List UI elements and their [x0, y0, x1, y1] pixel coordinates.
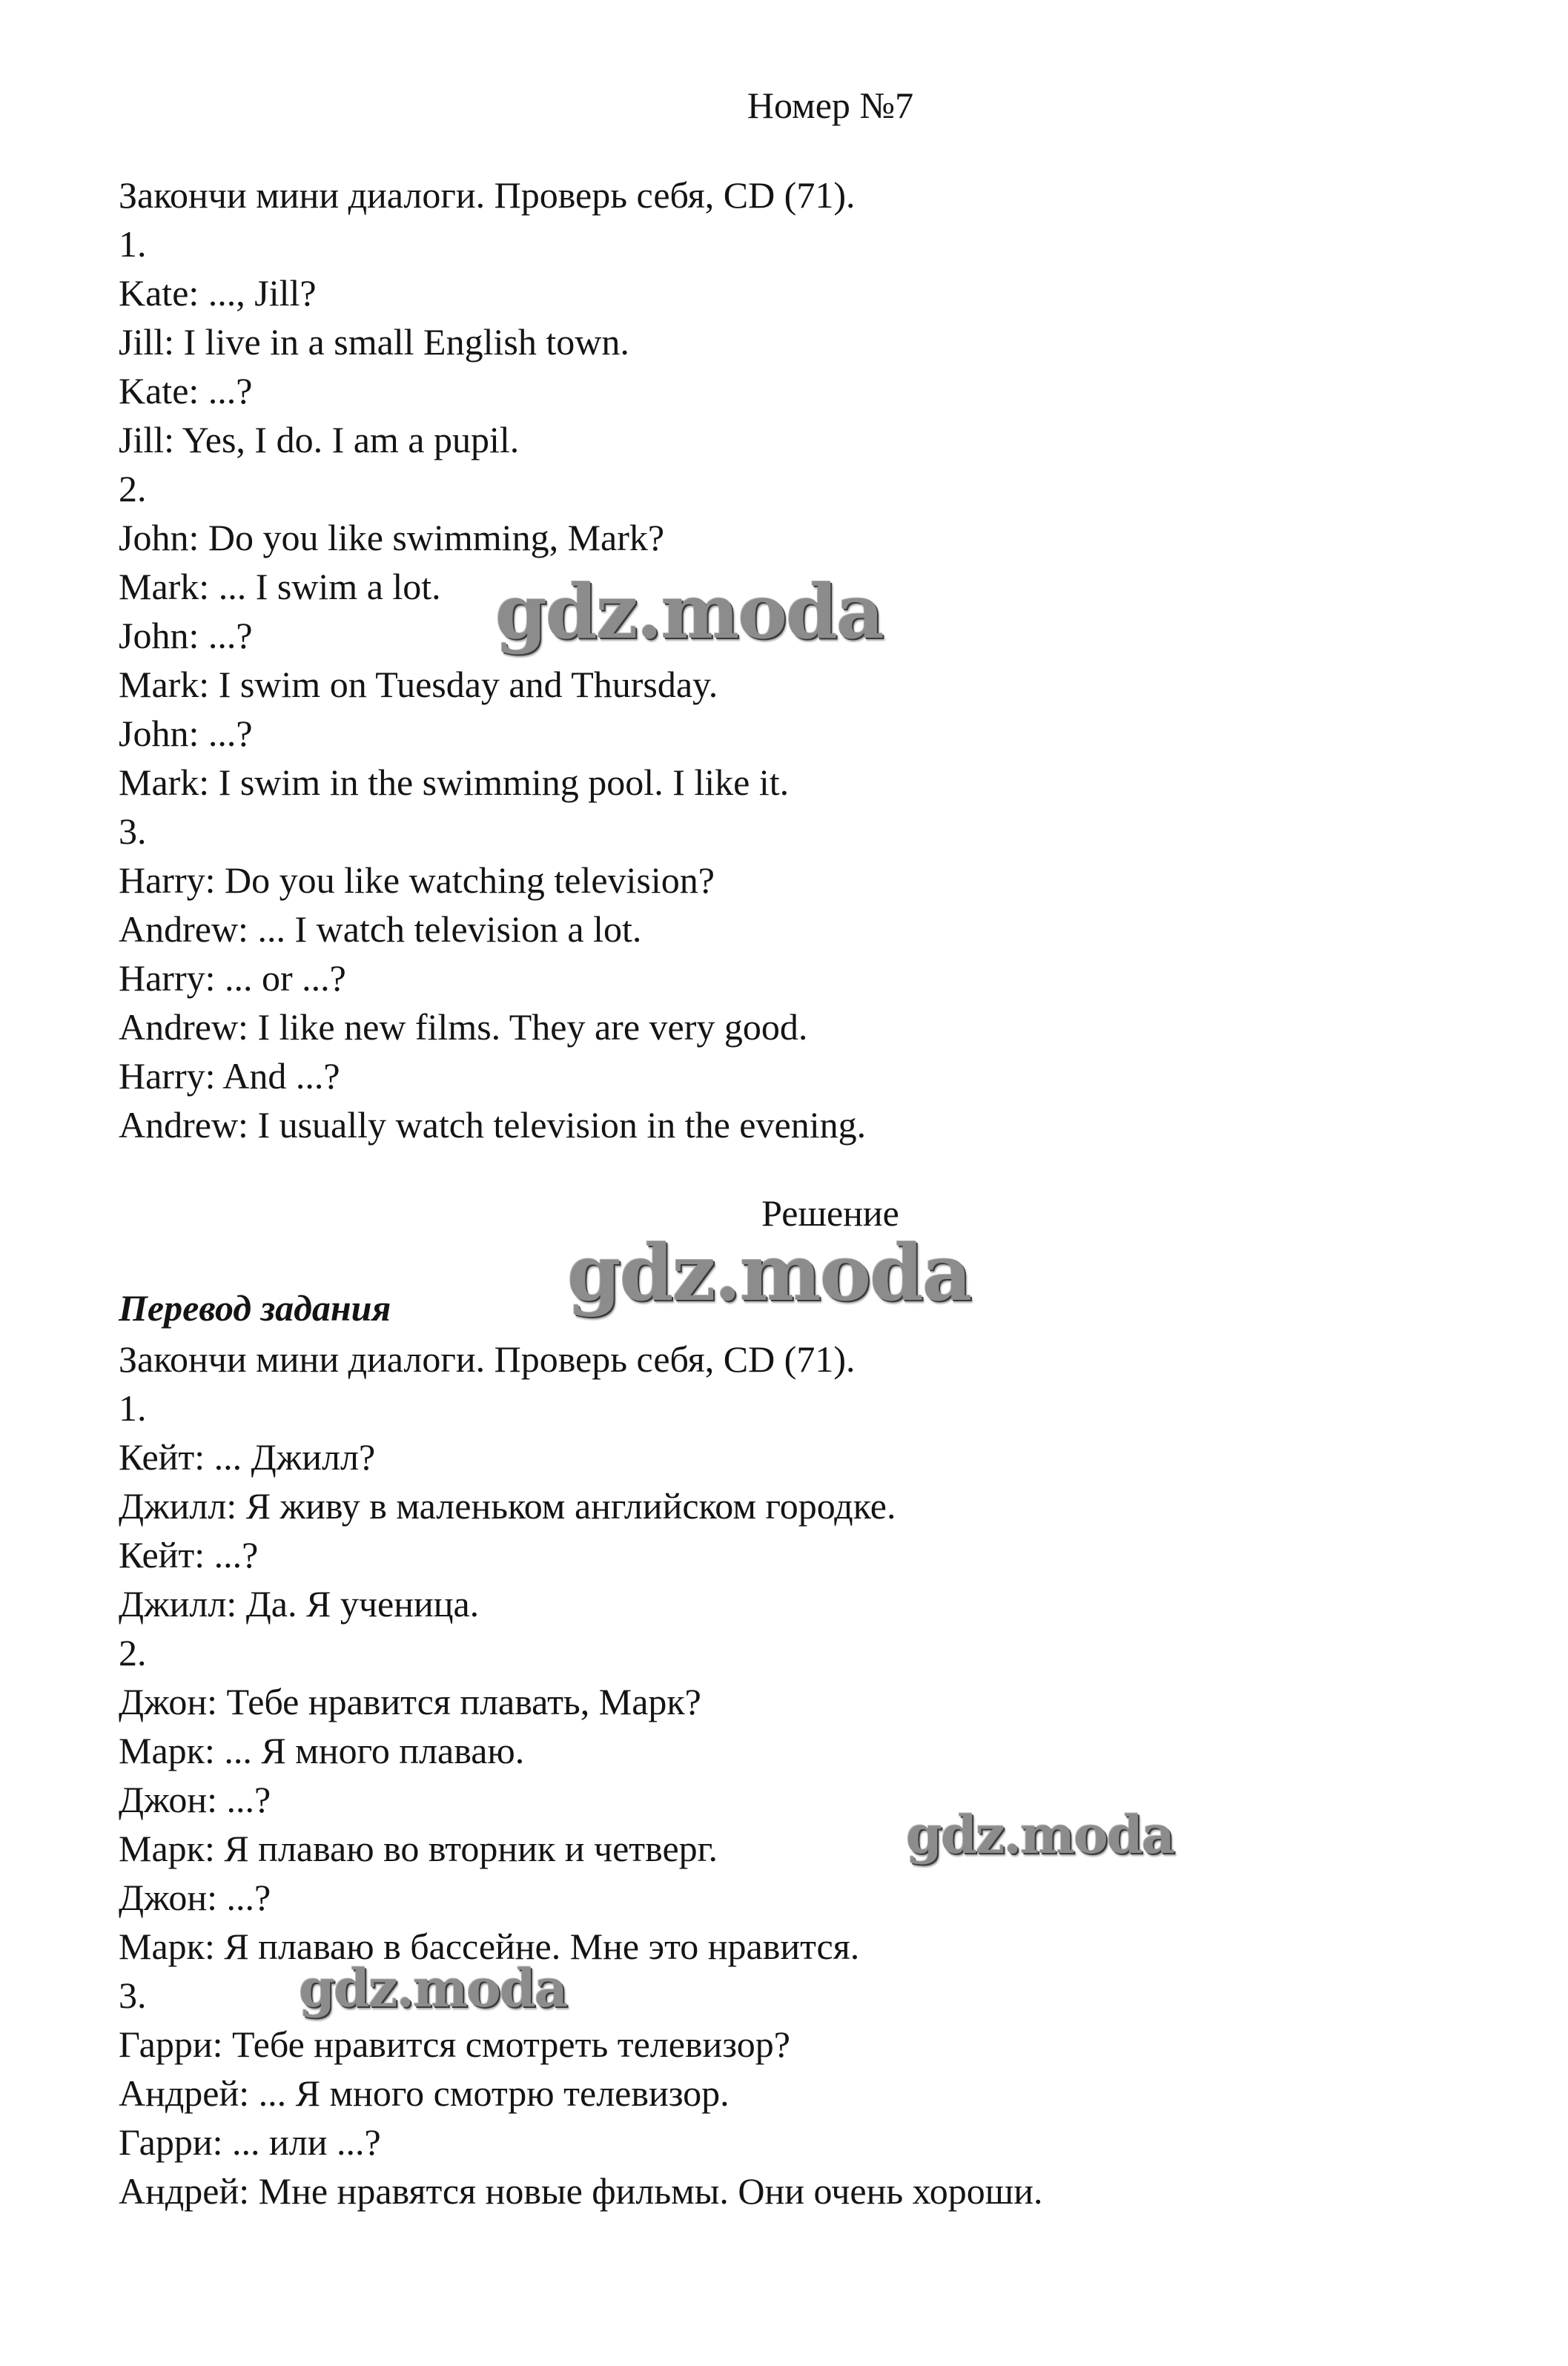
watermark-logo: gdz.moda: [299, 1957, 567, 2019]
dialogue-line: Andrew: I usually watch television in the evening.: [119, 1104, 867, 1146]
dialogue-number: 3.: [119, 810, 147, 852]
dialogue-line: Кейт: ... Джилл?: [119, 1436, 376, 1478]
dialogue-line: Джон: ...?: [119, 1779, 271, 1820]
dialogue-line: Andrew: ... I watch television a lot.: [119, 908, 642, 950]
dialogue-line: Harry: Do you like watching television?: [119, 859, 715, 901]
dialogue-line: Джилл: Да. Я ученица.: [119, 1583, 480, 1625]
dialogue-line: Mark: ... I swim a lot.: [119, 566, 441, 607]
dialogue-line: Кейт: ...?: [119, 1534, 259, 1576]
dialogue-line: Андрей: ... Я много смотрю телевизор.: [119, 2072, 730, 2114]
dialogue-line: Kate: ...?: [119, 370, 253, 412]
dialogue-line: John: ...?: [119, 615, 253, 656]
dialogue-line: Марк: Я плаваю в бассейне. Мне это нравится.: [119, 1926, 860, 1967]
translation-heading: Перевод задания: [119, 1287, 391, 1329]
dialogue-line: Марк: ... Я много плаваю.: [119, 1730, 525, 1771]
dialogue-line: Гарри: ... или ...?: [119, 2121, 381, 2163]
dialogue-line: Jill: Yes, I do. I am a pupil.: [119, 419, 520, 460]
page-title: Номер №7: [747, 85, 914, 126]
watermark-logo: gdz.moda: [495, 568, 883, 655]
dialogue-line: Джон: Тебе нравится плавать, Марк?: [119, 1681, 701, 1722]
task-instruction: Закончи мини диалоги. Проверь себя, CD (71).: [119, 174, 856, 216]
dialogue-line: Kate: ..., Jill?: [119, 272, 317, 314]
dialogue-number: 3.: [119, 1975, 147, 2016]
dialogue-line: John: ...?: [119, 713, 253, 754]
dialogue-line: Гарри: Тебе нравится смотреть телевизор?: [119, 2023, 790, 2065]
task-text: [119, 171, 1527, 1149]
dialogue-number: 2.: [119, 1632, 147, 1673]
dialogue-line: John: Do you like swimming, Mark?: [119, 517, 665, 558]
translation-text: [119, 1335, 1527, 2215]
dialogue-line: Джилл: Я живу в маленьком английском городке.: [119, 1485, 896, 1527]
watermark-logo: gdz.moda: [567, 1227, 971, 1318]
dialogue-number: 1.: [119, 1387, 147, 1429]
dialogue-line: Андрей: Мне нравятся новые фильмы. Они очень хороши.: [119, 2170, 1043, 2212]
dialogue-number: 2.: [119, 468, 147, 509]
dialogue-line: Джон: ...?: [119, 1877, 271, 1918]
translation-instruction: Закончи мини диалоги. Проверь себя, CD (71).: [119, 1338, 856, 1380]
dialogue-line: Марк: Я плаваю во вторник и четверг.: [119, 1828, 718, 1869]
dialogue-line: Harry: And ...?: [119, 1055, 340, 1097]
dialogue-line: Harry: ... or ...?: [119, 957, 346, 999]
dialogue-line: Mark: I swim in the swimming pool. I like it.: [119, 761, 790, 803]
solution-heading: Решение: [761, 1192, 899, 1234]
dialogue-line: Mark: I swim on Tuesday and Thursday.: [119, 664, 718, 705]
dialogue-number: 1.: [119, 223, 147, 265]
dialogue-line: Andrew: I like new films. They are very good.: [119, 1006, 808, 1048]
watermark-logo: gdz.moda: [906, 1804, 1174, 1866]
dialogue-line: Jill: I live in a small English town.: [119, 321, 629, 363]
